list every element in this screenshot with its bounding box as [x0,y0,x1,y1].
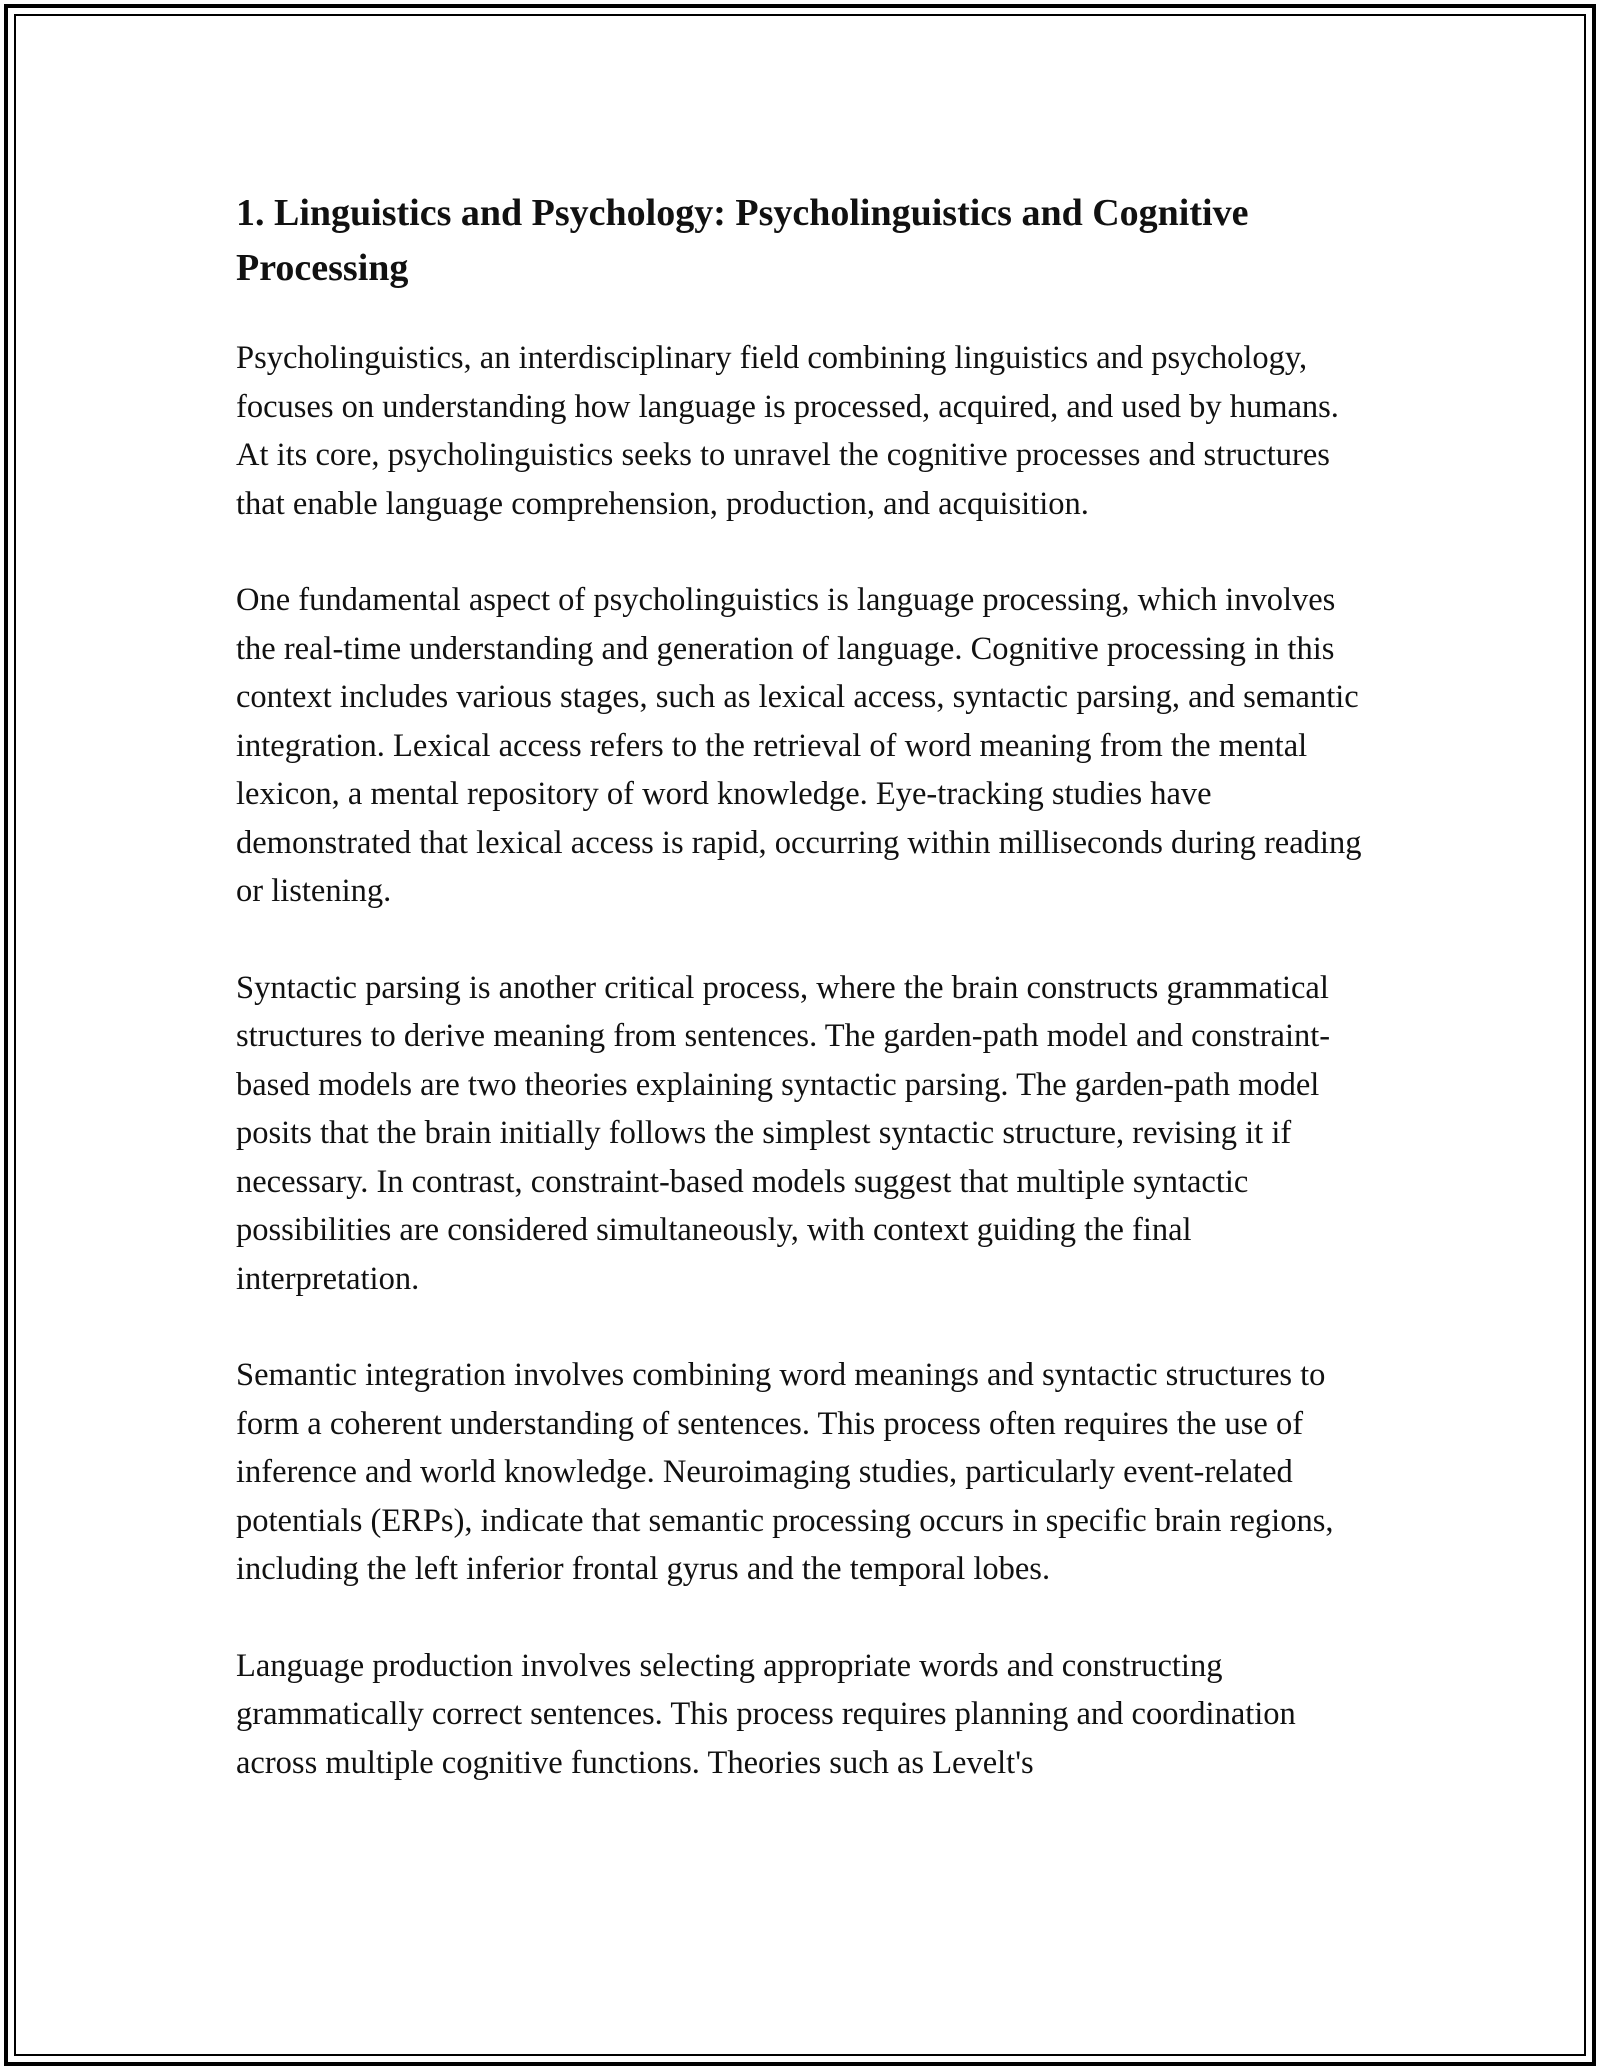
section-title: 1. Linguistics and Psychology: Psycholinguistics and Cognitive Processing [236,192,1249,289]
paragraph-semantic-integration: Semantic integration involves combining word meanings and syntactic structures to form a coherent understanding of sentences. This process often requires the use of inference and world knowledge. Neuroimaging studies, particularly event-related potentials (ERPs), indicate that semantic processing occurs in specific brain regions, including the left inferior frontal gyrus and the temporal lobes. [236,1357,1334,1587]
paragraph-syntactic-parsing: Syntactic parsing is another critical process, where the brain constructs grammatical structures to derive meaning from sentences. The garden-path model and constraint-based models are two theories explaining syntactic parsing. The garden-path model posits that the brain initially follows the simplest syntactic structure, revising it if necessary. In contrast, constraint-based models suggest that multiple syntactic possibilities are considered simultaneously, with context guiding the final interpretation. [236,969,1331,1297]
paragraph-language-production: Language production involves selecting appropriate words and constructing grammatically correct sentences. This process requires planning and coordination across multiple cognitive functions. Theories such as Levelt's [236,1647,1296,1781]
paragraph-intro: Psycholinguistics, an interdisciplinary field combining linguistics and psychology, focuses on understanding how language is processed, acquired, and used by humans. At its core, psycholinguistics seeks to unravel the cognitive processes and structures that enable language comprehension, production, and acquisition. [236,340,1339,522]
document-body [236,186,1376,1835]
paragraph-language-processing: One fundamental aspect of psycholinguistics is language processing, which involves the real-time understanding and generation of language. Cognitive processing in this context includes various stages, such as lexical access, syntactic parsing, and semantic integration. Lexical access refers to the retrieval of word meaning from the mental lexicon, a mental repository of word knowledge. Eye-tracking studies have demonstrated that lexical access is rapid, occurring within milliseconds during reading or listening. [236,582,1362,909]
